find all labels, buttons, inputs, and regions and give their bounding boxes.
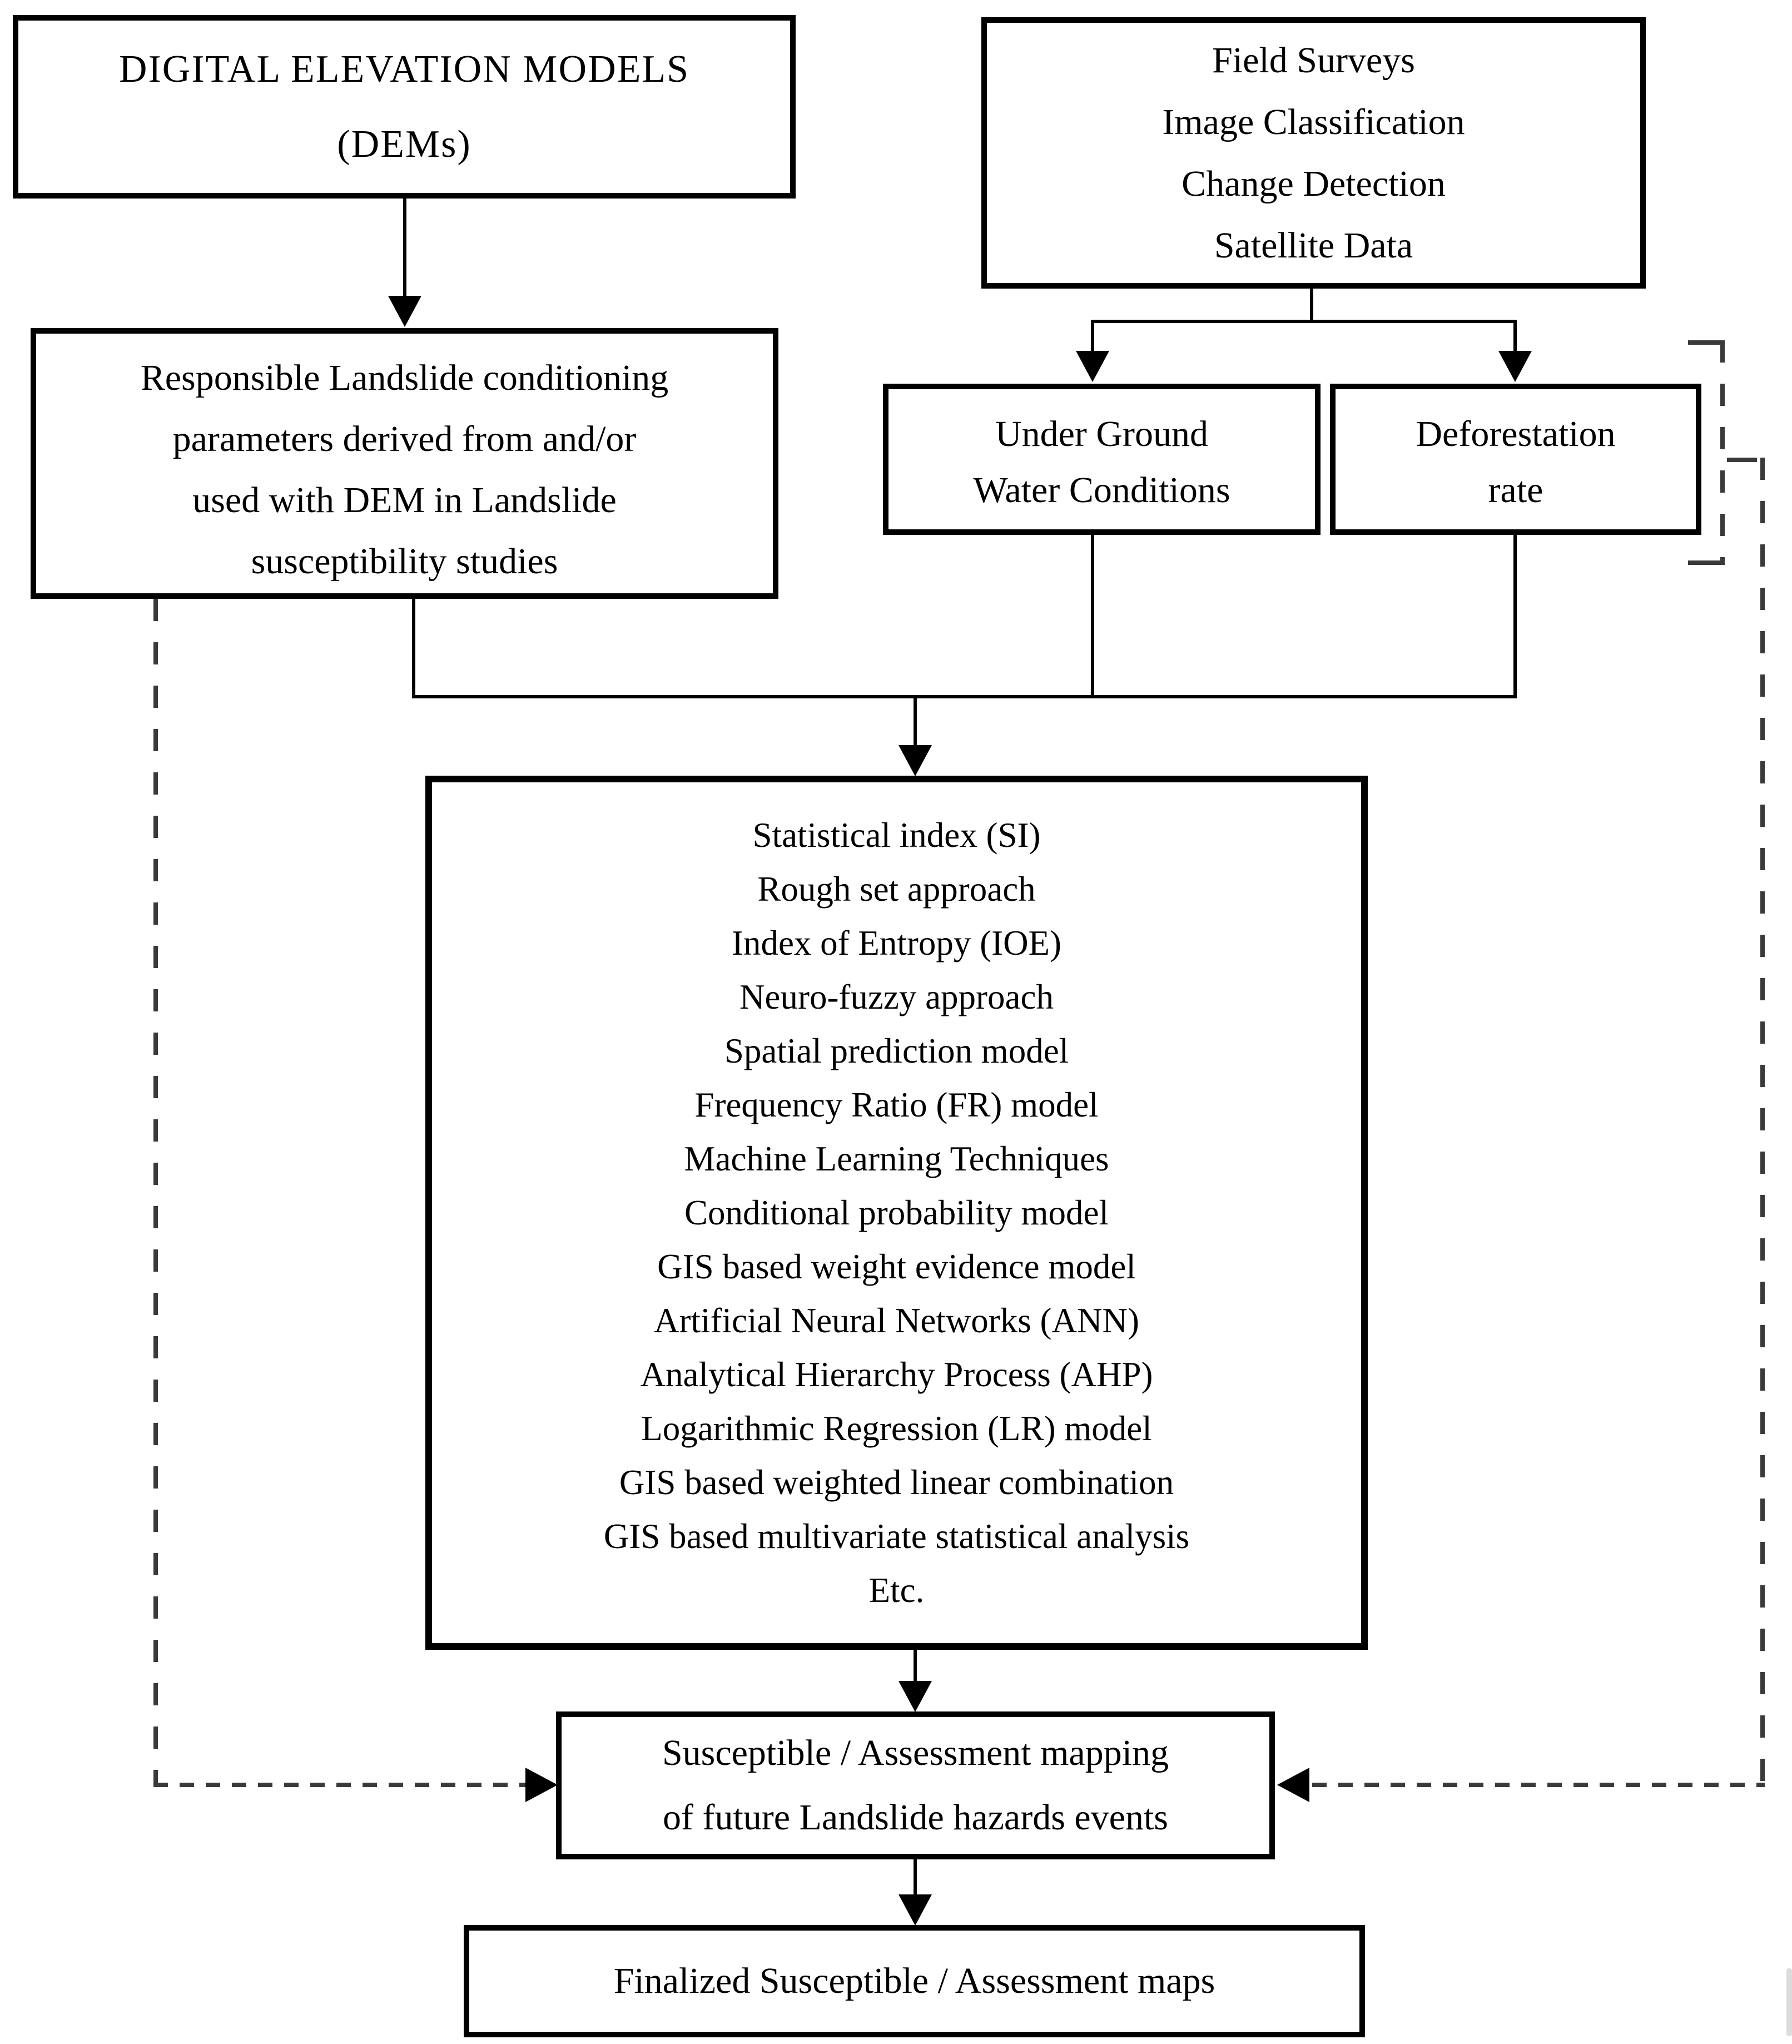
method-item: Analytical Hierarchy Process (AHP) [640, 1355, 1153, 1394]
connector-split-to-groundwater [1091, 320, 1094, 353]
connector-split-bar [1091, 320, 1515, 323]
dashed-connector-right-feedback-horizontal [1312, 1783, 1765, 1787]
method-item: Frequency Ratio (FR) model [694, 1085, 1099, 1124]
node-text-line: Water Conditions [973, 470, 1230, 510]
node-conditioning-parameters [31, 328, 778, 599]
node-text-line: Field Surveys [1212, 40, 1415, 81]
node-text-line: of future Landslide hazards events [663, 1797, 1168, 1838]
connector-methods-to-susceptible [914, 1650, 917, 1682]
method-item: GIS based weight evidence model [657, 1247, 1136, 1286]
node-analysis-methods-list [425, 776, 1368, 1650]
arrowhead-left-icon [1277, 1768, 1309, 1802]
dashed-connector-right-feedback-vertical [1760, 458, 1765, 1787]
method-item: Artificial Neural Networks (ANN) [654, 1301, 1139, 1340]
connector-deforestation-down [1513, 535, 1517, 698]
arrowhead-down-icon [899, 1894, 932, 1926]
arrowhead-down-icon [1076, 351, 1109, 382]
method-item: Spatial prediction model [724, 1031, 1069, 1070]
connector-collector-bar [412, 695, 1517, 698]
node-underground-water-conditions [883, 384, 1321, 535]
connector-collector-to-methods [914, 695, 917, 746]
method-item: Machine Learning Techniques [684, 1139, 1109, 1178]
node-text-line: DIGITAL ELEVATION MODELS [118, 48, 690, 91]
method-item: Statistical index (SI) [752, 815, 1041, 855]
connector-field-down [1310, 289, 1313, 323]
method-item: Conditional probability model [684, 1193, 1109, 1232]
arrowhead-down-icon [1498, 351, 1532, 382]
dashed-connector-responsible-feedback-horizontal [153, 1783, 525, 1787]
arrowhead-down-icon [899, 745, 932, 776]
method-item: Logarithmic Regression (LR) model [641, 1408, 1152, 1448]
method-item: Etc. [868, 1570, 925, 1610]
node-text-line: used with DEM in Landslide [192, 479, 617, 520]
connector-split-to-deforestation [1513, 320, 1517, 353]
node-text-line: rate [1488, 470, 1543, 510]
node-text-line: Finalized Susceptible / Assessment maps [613, 1961, 1215, 2001]
node-text-line: Satellite Data [1214, 225, 1413, 266]
node-text-line: Image Classification [1162, 102, 1465, 142]
node-text-line: Change Detection [1182, 163, 1446, 204]
connector-dem-to-responsible [403, 199, 406, 296]
method-item: GIS based weighted linear combination [619, 1462, 1174, 1502]
node-data-sources [981, 17, 1646, 289]
method-item: Rough set approach [757, 869, 1036, 909]
node-text-line: Under Ground [995, 414, 1209, 454]
scrollbar-thumb[interactable] [1786, 1968, 1792, 2036]
dashed-bracket-bottom-tick [1688, 560, 1722, 565]
arrowhead-down-icon [899, 1681, 932, 1712]
dashed-connector-responsible-feedback-vertical [153, 599, 158, 1785]
arrowhead-down-icon [388, 296, 421, 327]
node-text-line: Responsible Landslide conditioning [140, 357, 669, 398]
node-finalized-maps [464, 1925, 1365, 2037]
node-text-line: susceptibility studies [251, 540, 558, 582]
method-item: Index of Entropy (IOE) [731, 923, 1062, 963]
method-item: Neuro-fuzzy approach [739, 977, 1054, 1016]
method-item: GIS based multivariate statistical analysis [603, 1516, 1190, 1556]
node-susceptible-assessment-mapping [556, 1711, 1275, 1859]
node-text-line: Deforestation [1416, 414, 1616, 454]
connector-susceptible-to-finalized [914, 1859, 917, 1896]
node-text-line: Susceptible / Assessment mapping [662, 1733, 1169, 1773]
arrowhead-right-icon [525, 1768, 558, 1802]
connector-responsible-down [412, 599, 415, 698]
node-text-line: parameters derived from and/or [172, 418, 637, 459]
connector-groundwater-down [1091, 535, 1094, 698]
dashed-bracket-vertical [1720, 340, 1725, 565]
dashed-bracket-top-tick [1688, 340, 1722, 345]
node-text-line: (DEMs) [337, 123, 471, 166]
node-digital-elevation-models [13, 15, 796, 199]
dashed-bracket-middle-tick [1727, 458, 1757, 462]
node-deforestation-rate [1330, 384, 1701, 535]
